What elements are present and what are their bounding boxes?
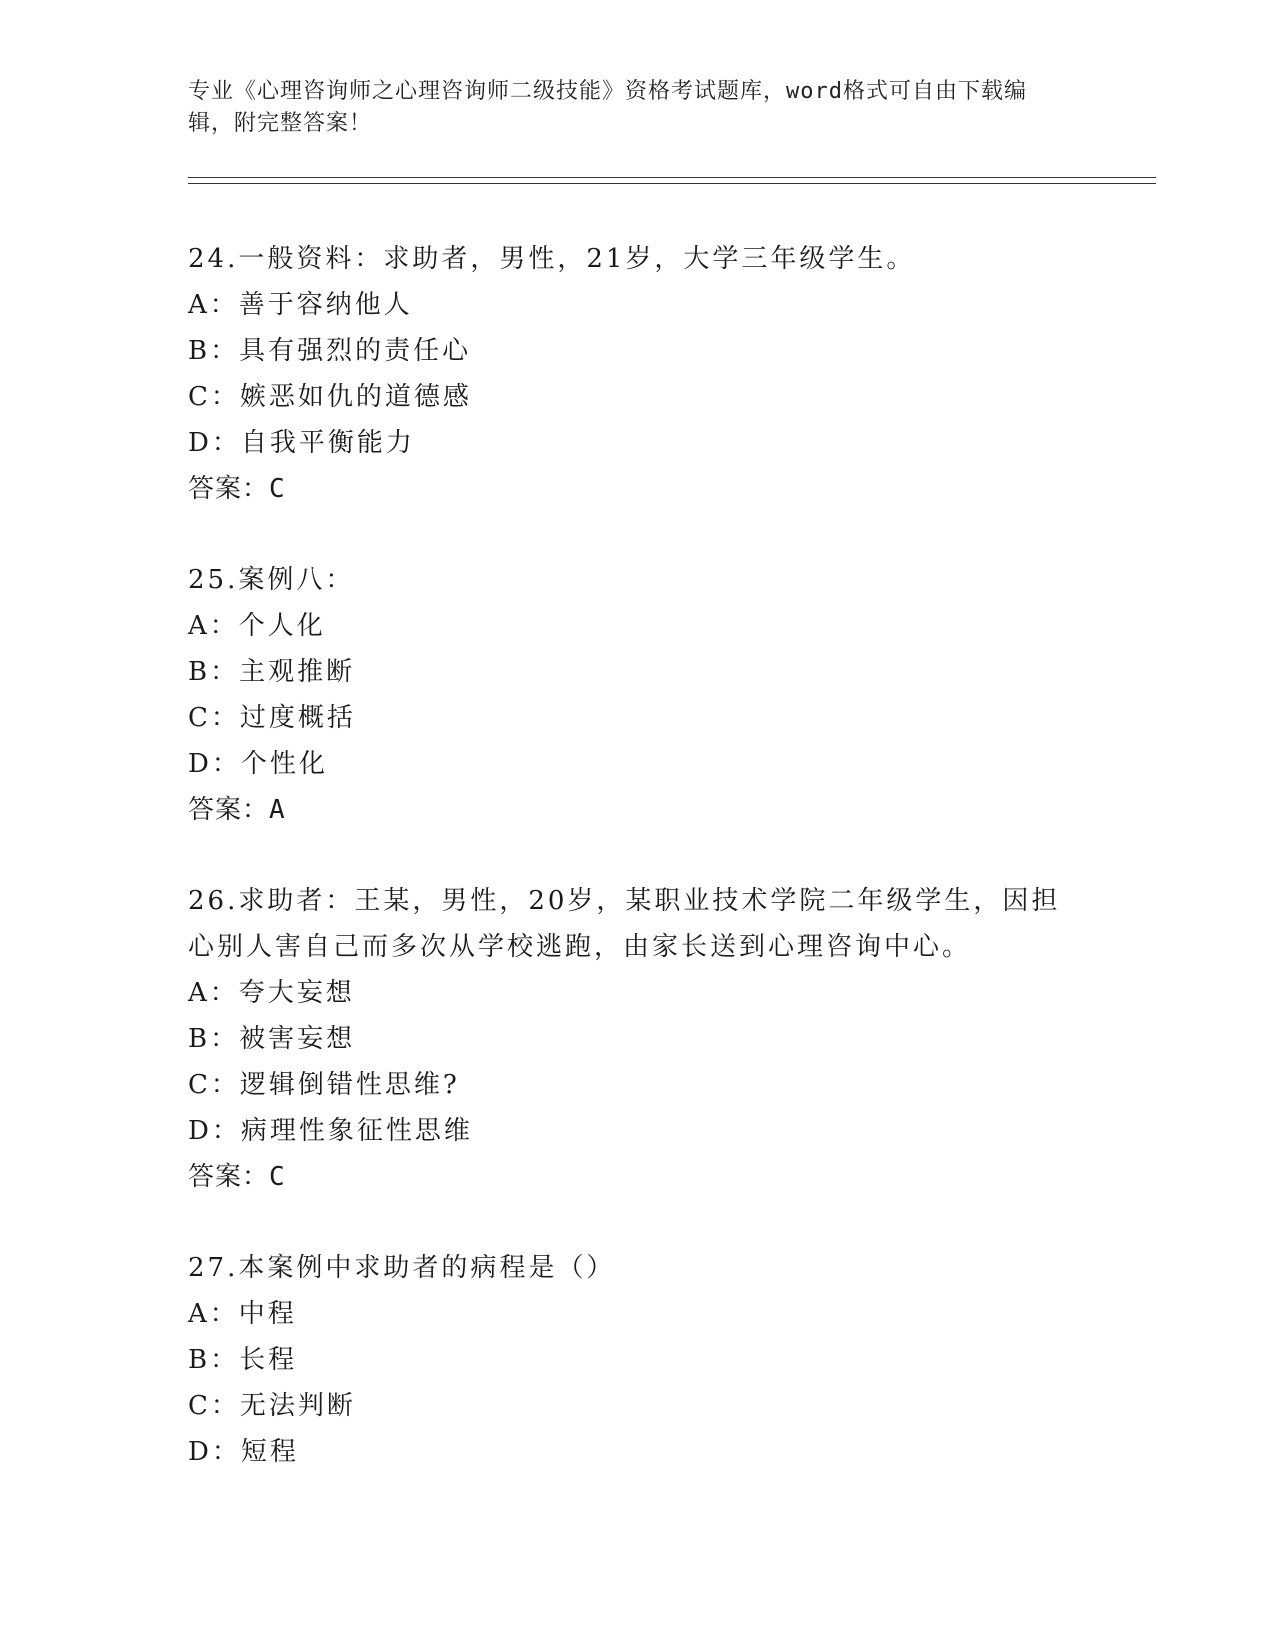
question-25 (188, 557, 1088, 833)
question-stem: 25.案例八： (188, 565, 355, 595)
answer-line (188, 466, 1088, 512)
document-header: 专业《心理咨询师之心理咨询师二级技能》资格考试题库，word格式可自由下载编辑，附完整答案！ (188, 79, 1027, 136)
option-a: A：善于容纳他人 (188, 290, 413, 320)
option-b: B：主观推断 (188, 657, 356, 687)
answer-value: C (269, 1162, 286, 1192)
option-b: B：具有强烈的责任心 (188, 336, 472, 366)
option-b: B：长程 (188, 1345, 298, 1375)
option-c: C：无法判断 (188, 1391, 356, 1421)
option-a: A：个人化 (188, 611, 326, 641)
answer-line (188, 1154, 1088, 1200)
option-c: C：过度概括 (188, 703, 356, 733)
question-24 (188, 236, 1088, 512)
answer-label: 答案： (188, 1162, 270, 1192)
answer-value: C (269, 474, 286, 504)
option-a: A：中程 (188, 1299, 297, 1329)
question-26 (188, 878, 1088, 1200)
answer-label: 答案： (188, 795, 270, 825)
header-divider-top (188, 177, 1156, 178)
answer-line (188, 787, 1088, 833)
option-b: B：被害妄想 (188, 1024, 356, 1054)
option-d: D：自我平衡能力 (188, 428, 415, 458)
question-stem: 27.本案例中求助者的病程是（） (188, 1253, 616, 1283)
option-d: D：病理性象征性思维 (188, 1116, 473, 1146)
question-27 (188, 1245, 1088, 1475)
question-list (188, 236, 1088, 1520)
option-d: D：短程 (188, 1437, 299, 1467)
option-c: C：嫉恶如仇的道德感 (188, 382, 472, 412)
question-stem: 24.一般资料：求助者，男性，21岁，大学三年级学生。 (188, 244, 916, 274)
option-a: A：夸大妄想 (188, 978, 355, 1008)
option-d: D：个性化 (188, 749, 328, 779)
header-divider-bottom (188, 183, 1156, 184)
answer-label: 答案： (188, 474, 270, 504)
answer-value: A (269, 795, 286, 825)
question-stem: 26.求助者：王某，男性，20岁，某职业技术学院二年级学生，因担心别人害自己而多次从学校逃跑，由家长送到心理咨询中心。 (188, 886, 1061, 962)
option-c: C：逻辑倒错性思维? (188, 1070, 460, 1100)
